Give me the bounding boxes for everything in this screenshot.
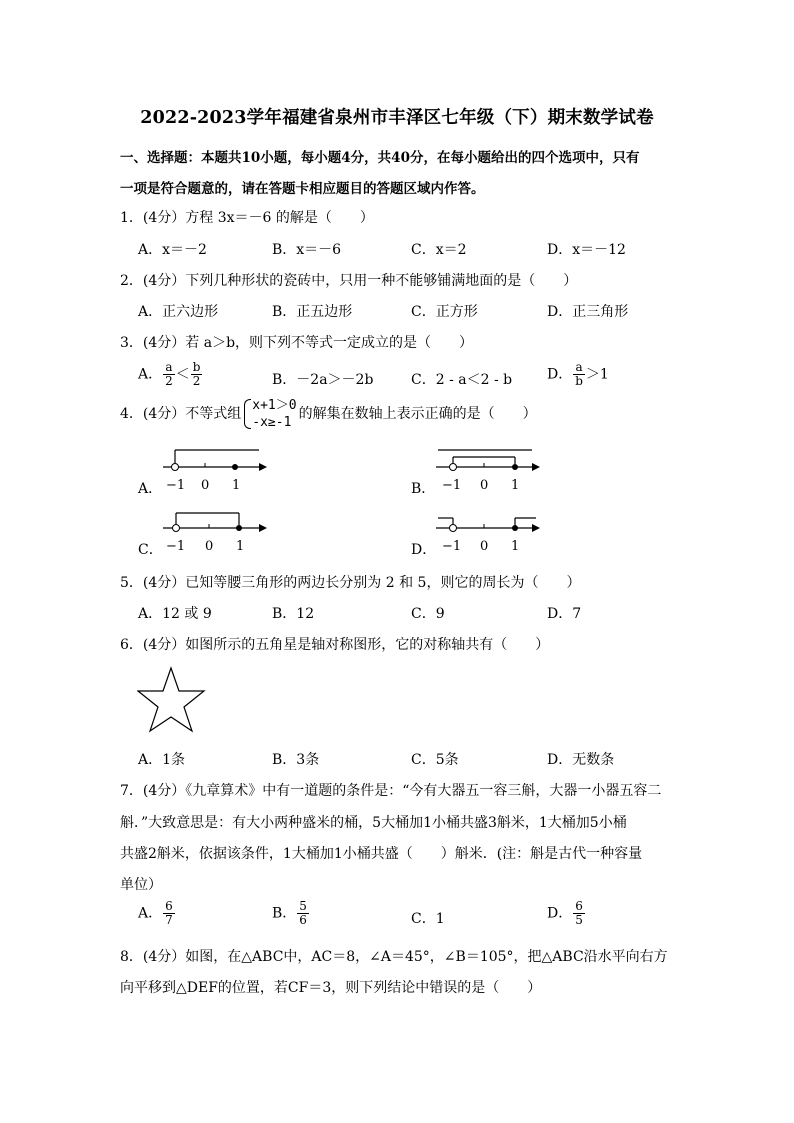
q4-option-d-number-line xyxy=(436,508,541,558)
q7-option-c[interactable]: C．1 xyxy=(411,911,445,927)
q1-option-d[interactable]: D．x＝－12 xyxy=(547,242,626,258)
q7-stem-line3: 共盛2斛米，依据该条件，1大桶加1小桶共盛（ ）斛米．(注：斛是古代一种容量 xyxy=(120,846,643,862)
q7-option-a[interactable] xyxy=(138,900,176,927)
q2-option-d[interactable]: D．正三角形 xyxy=(547,304,629,320)
numerator: 6 xyxy=(165,899,173,913)
denominator: b xyxy=(575,374,583,388)
q7-stem-line1: 7．(4分）《九章算术》中有一道题的条件是：“今有大器五一容三斛，大器一小器五容二 xyxy=(120,783,662,799)
q7-b-fraction xyxy=(297,900,309,927)
section-heading-line2: 一项是符合题意的，请在答题卡相应题目的答题区域内作答。 xyxy=(120,181,485,197)
tick-label-1: 1 xyxy=(236,539,245,554)
denominator: 2 xyxy=(165,374,173,388)
q8-stem-line2: 向平移到△DEF的位置，若CF＝3，则下列结论中错误的是（ ） xyxy=(120,980,542,996)
q1-stem: 1．(4分）方程 3x＝－6 的解是（ ） xyxy=(120,210,374,226)
q4-option-a-number-line xyxy=(163,447,268,497)
numerator: a xyxy=(573,361,585,375)
q3-option-a-label: A． xyxy=(138,366,163,383)
q4-option-a-label[interactable]: A． xyxy=(138,481,163,497)
q7-option-b-label: B． xyxy=(272,905,297,922)
q6-option-b[interactable]: B．3条 xyxy=(272,752,320,768)
tick-label-1: 1 xyxy=(511,478,520,493)
q1-option-b[interactable]: B．x＝－6 xyxy=(272,242,342,258)
q3-option-d-label: D． xyxy=(547,366,573,383)
q6-option-c[interactable]: C．5条 xyxy=(411,752,459,768)
q7-option-d-label: D． xyxy=(547,905,573,922)
q3-d-fraction xyxy=(573,361,585,388)
q7-option-d[interactable] xyxy=(547,900,586,927)
q3-option-c[interactable]: C．2 - a＜2 - b xyxy=(411,372,513,388)
tick-label-neg1: −1 xyxy=(442,478,462,493)
q2-stem: 2．(4分）下列几种形状的瓷砖中，只用一种不能够铺满地面的是（ ） xyxy=(120,273,578,289)
page-title: 2022-2023学年福建省泉州市丰泽区七年级（下）期末数学试卷 xyxy=(140,108,654,128)
denominator: 2 xyxy=(192,374,201,388)
tick-label-1: 1 xyxy=(511,539,520,554)
q7-option-b[interactable] xyxy=(272,900,310,927)
q5-option-d[interactable]: D．7 xyxy=(547,606,582,622)
q2-option-a[interactable]: A．正六边形 xyxy=(138,304,219,320)
five-pointed-star-figure xyxy=(137,666,207,734)
q5-option-b[interactable]: B．12 xyxy=(272,606,315,622)
tick-label-neg1: −1 xyxy=(166,539,186,554)
q5-stem: 5．(4分）已知等腰三角形的两边长分别为 2 和 5，则它的周长为（ ） xyxy=(120,575,581,591)
inequality-1: x+1＞0 xyxy=(252,398,297,413)
tick-label-1: 1 xyxy=(232,478,241,493)
q3-option-d[interactable] xyxy=(547,361,609,388)
q7-stem-line2: 斛．”大致意思是：有大小两种盛米的桶，5大桶加1小桶共盛3斛米，1大桶加5小桶 xyxy=(120,815,627,831)
tick-label-neg1: −1 xyxy=(442,539,462,554)
q8-stem-line1: 8．(4分）如图，在△ABC中，AC＝8，∠A＝45°，∠B＝105°，把△ABC沿水平向右方 xyxy=(120,949,668,965)
numerator: 6 xyxy=(575,899,583,913)
q6-stem: 6．(4分）如图所示的五角星是轴对称图形，它的对称轴共有（ ） xyxy=(120,637,550,653)
q7-a-fraction xyxy=(163,900,175,927)
inequality-system xyxy=(243,397,296,431)
q5-option-a[interactable]: A．12 或 9 xyxy=(138,606,212,622)
q6-option-d[interactable]: D．无数条 xyxy=(547,752,615,768)
q4-stem xyxy=(120,397,537,431)
q1-option-c[interactable]: C．x＝2 xyxy=(411,242,467,258)
section-heading-line1: 一、选择题：本题共10小题，每小题4分，共40分，在每小题给出的四个选项中，只有 xyxy=(120,150,640,166)
denominator: 7 xyxy=(165,913,173,927)
q4-stem-pre: 4．(4分）不等式组 xyxy=(120,406,242,422)
q3-a-operator: ＜ xyxy=(175,366,190,383)
star-outline xyxy=(138,668,204,731)
q3-option-a[interactable] xyxy=(138,361,203,388)
q4-option-c-number-line xyxy=(163,508,268,558)
denominator: 5 xyxy=(575,913,583,927)
q3-stem: 3．(4分）若 a＞b，则下列不等式一定成立的是（ ） xyxy=(120,335,474,351)
q4-option-b-label[interactable]: B． xyxy=(411,481,436,497)
q4-stem-post: 的解集在数轴上表示正确的是（ ） xyxy=(298,406,537,422)
tick-label-0: 0 xyxy=(201,478,210,493)
q4-option-c-label[interactable]: C． xyxy=(138,542,163,558)
numerator: a xyxy=(163,361,175,375)
tick-label-0: 0 xyxy=(480,539,489,554)
q2-option-c[interactable]: C．正方形 xyxy=(411,304,478,320)
tick-label-0: 0 xyxy=(480,478,489,493)
q1-option-a[interactable]: A．x＝－2 xyxy=(138,242,207,258)
q3-a-fraction-1 xyxy=(163,361,175,388)
q3-option-b[interactable]: B．－2a＞－2b xyxy=(272,372,374,388)
q7-stem-line4: 单位） xyxy=(120,877,162,893)
q3-a-fraction-2 xyxy=(191,361,203,388)
inequality-2: -x≥-1 xyxy=(252,415,292,430)
tick-label-0: 0 xyxy=(205,539,214,554)
numerator: 5 xyxy=(299,899,307,913)
q2-option-b[interactable]: B．正五边形 xyxy=(272,304,353,320)
q6-option-a[interactable]: A．1条 xyxy=(138,752,186,768)
tick-label-neg1: −1 xyxy=(166,478,186,493)
q7-option-a-label: A． xyxy=(138,905,163,922)
q4-option-b-number-line xyxy=(436,447,541,497)
q5-option-c[interactable]: C．9 xyxy=(411,606,445,622)
q4-option-d-label[interactable]: D． xyxy=(411,542,437,558)
q3-d-operator: ＞1 xyxy=(585,366,609,383)
q7-d-fraction xyxy=(573,900,585,927)
denominator: 6 xyxy=(299,913,307,927)
numerator: b xyxy=(192,360,201,374)
